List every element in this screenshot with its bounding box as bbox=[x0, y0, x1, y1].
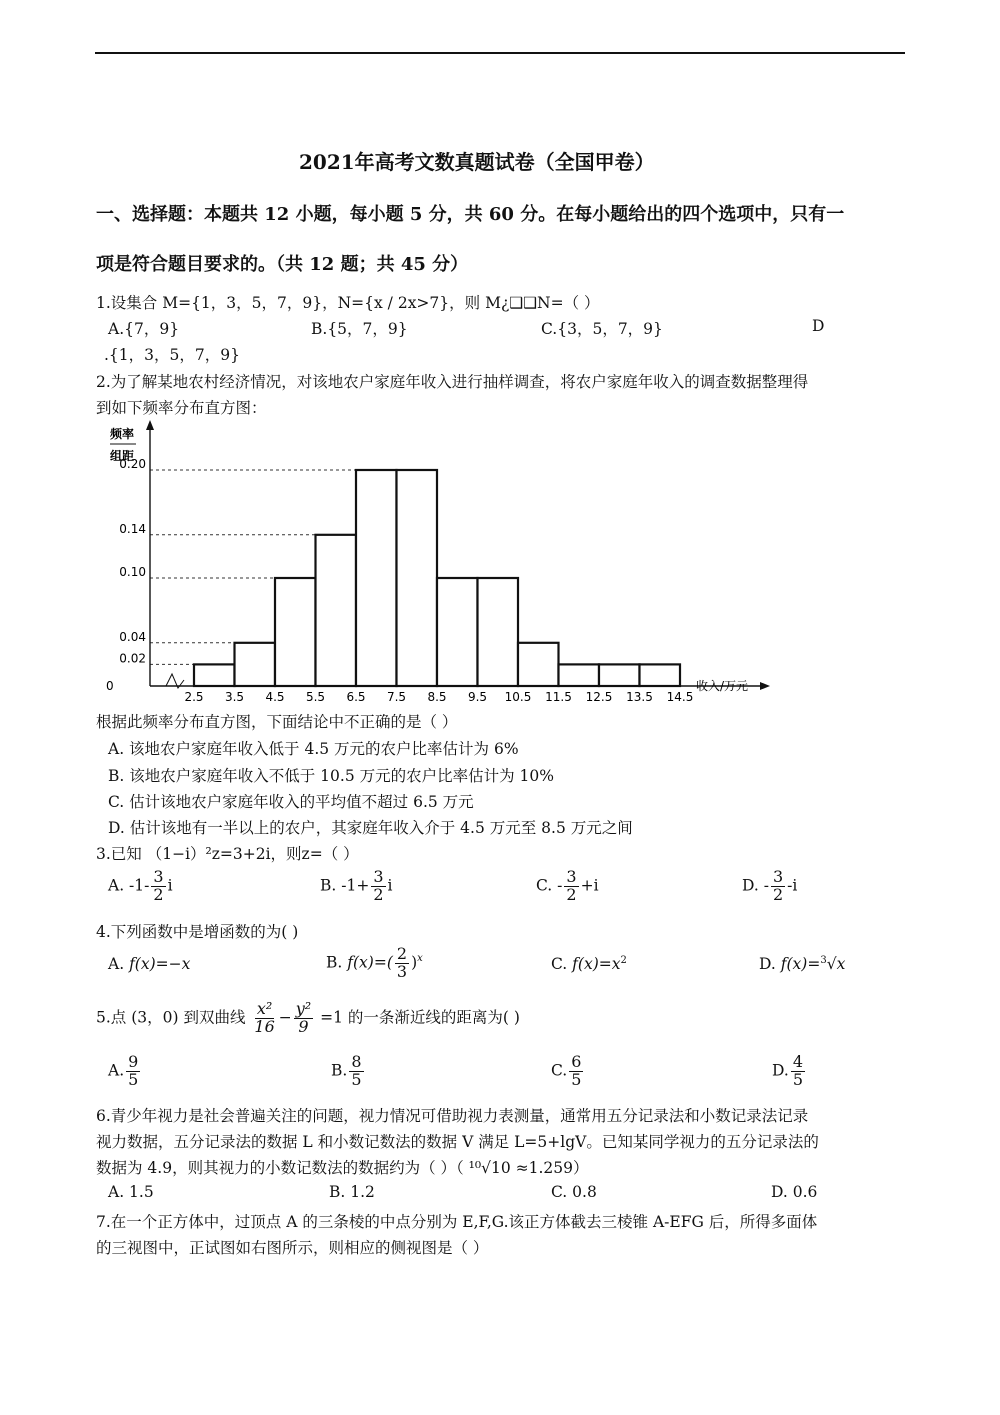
q6-option-c: C. 0.8 bbox=[551, 1183, 597, 1201]
q5-option-a: A. $\frac{9}{5}$ bbox=[108, 1052, 139, 1089]
x-tick-labels bbox=[184, 690, 693, 703]
x-tick-14.5: 14.5 bbox=[666, 690, 694, 703]
origin-label: 0 bbox=[106, 679, 114, 693]
q6-line3: 数据为 4.9，则其视力的小数记数法的数据约为（ ）（ ¹⁰√10 ≈1.259） bbox=[96, 1159, 589, 1177]
bar-3.5-4.5 bbox=[235, 643, 276, 686]
q7-line2: 的三视图中，正试图如右图所示，则相应的侧视图是（ ） bbox=[96, 1239, 489, 1257]
q1-stem: 1.设集合 M={1，3，5，7，9}，N={x / 2x>7}，则 M¿❑❑N=（ ） bbox=[96, 294, 600, 312]
q5-fraction-y: $\frac{\text{y²}}{9}$ bbox=[295, 999, 312, 1036]
bar-8.5-9.5 bbox=[437, 578, 478, 686]
q2-question: 根据此频率分布直方图，下面结论中不正确的是（ ） bbox=[96, 713, 458, 731]
q1-option-b: B.{5，7，9} bbox=[311, 320, 408, 338]
q1-option-d-value: .{1，3，5，7，9} bbox=[104, 346, 240, 364]
q2-option-d: D. 估计该地有一半以上的农户，其家庭年收入介于 4.5 万元至 8.5 万元之间 bbox=[108, 819, 633, 837]
q5-option-c: C. $\frac{6}{5}$ bbox=[551, 1052, 582, 1089]
x-axis-label: 收入/万元 bbox=[696, 679, 749, 693]
y-tick-0.14: 0.14 bbox=[119, 521, 146, 536]
q3-a-fraction: $\frac{3}{2}$ bbox=[153, 867, 164, 904]
q1-option-a: A.{7，9} bbox=[108, 320, 180, 338]
bar-7.5-8.5 bbox=[397, 470, 438, 686]
q3-stem: 3.已知 （1−i）²z=3+2i，则z=（ ） bbox=[96, 845, 359, 863]
x-tick-9.5: 9.5 bbox=[467, 690, 488, 703]
x-tick-5.5: 5.5 bbox=[305, 690, 326, 703]
q6-line2: 视力数据，五分记录法的数据 L 和小数记数法的数据 V 满足 L=5+lgV。已知某同学视力的五分记录法的 bbox=[96, 1133, 819, 1151]
frequency-histogram bbox=[100, 418, 780, 703]
y-tick-labels bbox=[119, 457, 146, 665]
q3-option-b: B. -1+ $\frac{3}{2}$ i bbox=[320, 867, 393, 904]
x-tick-11.5: 11.5 bbox=[545, 690, 572, 703]
x-tick-12.5: 12.5 bbox=[585, 690, 613, 703]
q3-a-prefix: A. -1- bbox=[108, 876, 150, 895]
q1-option-c: C.{3，5，7，9} bbox=[541, 320, 663, 338]
y-label-top: 频率 bbox=[110, 427, 135, 441]
exam-title: 2021年高考文数真题试卷（全国甲卷） bbox=[299, 150, 655, 174]
q4-option-a: A. f(x)=−x bbox=[108, 955, 191, 973]
x-tick-7.5: 7.5 bbox=[386, 690, 407, 703]
bar-6.5-7.5 bbox=[356, 470, 397, 686]
bar-11.5-12.5 bbox=[559, 664, 600, 686]
header-rule bbox=[95, 52, 905, 54]
q6-option-d: D. 0.6 bbox=[771, 1183, 818, 1201]
q2-option-b: B. 该地农户家庭年收入不低于 10.5 万元的农户比率估计为 10% bbox=[108, 767, 554, 785]
q1-option-d-letter: D bbox=[812, 317, 825, 335]
q5-fraction-x: $\frac{\text{x²}}{16}$ bbox=[254, 999, 275, 1036]
x-tick-4.5: 4.5 bbox=[265, 690, 285, 703]
y-tick-0.02: 0.02 bbox=[119, 651, 146, 666]
bar-10.5-11.5 bbox=[518, 643, 559, 686]
x-tick-10.5: 10.5 bbox=[504, 690, 532, 703]
bar-2.5-3.5 bbox=[194, 664, 235, 686]
q5-option-d: D. $\frac{4}{5}$ bbox=[772, 1052, 803, 1089]
q4-option-c: C. $f(x)=x^2$ bbox=[551, 955, 627, 974]
q4-stem: 4.下列函数中是增函数的为( ) bbox=[96, 923, 299, 941]
q3-option-d: D. - $\frac{3}{2}$ -i bbox=[742, 867, 798, 904]
bar-9.5-10.5 bbox=[478, 578, 519, 686]
y-label-bottom: 组距 bbox=[110, 449, 135, 463]
bar-5.5-6.5 bbox=[316, 535, 357, 686]
x-tick-3.5: 3.5 bbox=[224, 690, 245, 703]
bar-12.5-13.5 bbox=[599, 664, 640, 686]
q5-option-b: B. $\frac{8}{5}$ bbox=[331, 1052, 362, 1089]
q2-option-a: A. 该地农户家庭年收入低于 4.5 万元的农户比率估计为 6% bbox=[108, 740, 519, 758]
y-tick-0.04: 0.04 bbox=[119, 629, 146, 644]
q3-option-a bbox=[108, 869, 173, 904]
section-heading-line2: 项是符合题目要求的。（共 12 题；共 45 分） bbox=[96, 254, 469, 275]
bar-4.5-5.5 bbox=[275, 578, 316, 686]
q6-line1: 6.青少年视力是社会普遍关注的问题，视力情况可借助视力表测量，通常用五分记录法和小数记录法记录 bbox=[96, 1107, 809, 1125]
q2-stem-line2: 到如下频率分布直方图： bbox=[96, 399, 267, 417]
bar-13.5-14.5 bbox=[640, 664, 681, 686]
q5-stem: 5.点 (3，0) 到双曲线 $\frac{\text{x²}}{16}$ − $\frac{\text{y²}}{9}$ =1 的一条渐近线的距离为( ) bbox=[96, 999, 520, 1036]
y-tick-0.10: 0.10 bbox=[119, 565, 146, 579]
x-tick-2.5: 2.5 bbox=[184, 690, 204, 703]
q4-option-b: B. f(x)=( $\frac{2}{3}$ )$^x$ bbox=[326, 944, 423, 981]
q4-option-d: D. f(x)=$^3$√x bbox=[759, 955, 846, 974]
x-tick-13.5: 13.5 bbox=[626, 690, 653, 703]
q3-option-c: C. - $\frac{3}{2}$ +i bbox=[536, 867, 599, 904]
y-axis-arrow bbox=[146, 420, 154, 430]
q2-option-c: C. 估计该地农户家庭年收入的平均值不超过 6.5 万元 bbox=[108, 793, 474, 811]
q6-option-b: B. 1.2 bbox=[329, 1183, 375, 1201]
x-tick-6.5: 6.5 bbox=[346, 690, 366, 703]
x-axis-arrow bbox=[760, 682, 770, 690]
q3-a-suffix: i bbox=[167, 876, 173, 895]
q6-option-a: A. 1.5 bbox=[108, 1183, 154, 1201]
q7-line1: 7.在一个正方体中，过顶点 A 的三条棱的中点分别为 E,F,G.该正方体截去三棱锥 A-EFG 后，所得多面体 bbox=[96, 1213, 818, 1231]
section-heading-line1: 一、选择题：本题共 12 小题，每小题 5 分，共 60 分。在每小题给出的四个选项中，只有一 bbox=[96, 204, 845, 225]
y-tick-0.20: 0.20 bbox=[119, 457, 146, 471]
q2-stem-line1: 2.为了解某地农村经济情况，对该地农户家庭年收入进行抽样调查，将农户家庭年收入的调查数据整理得 bbox=[96, 373, 809, 391]
x-tick-8.5: 8.5 bbox=[427, 690, 447, 703]
